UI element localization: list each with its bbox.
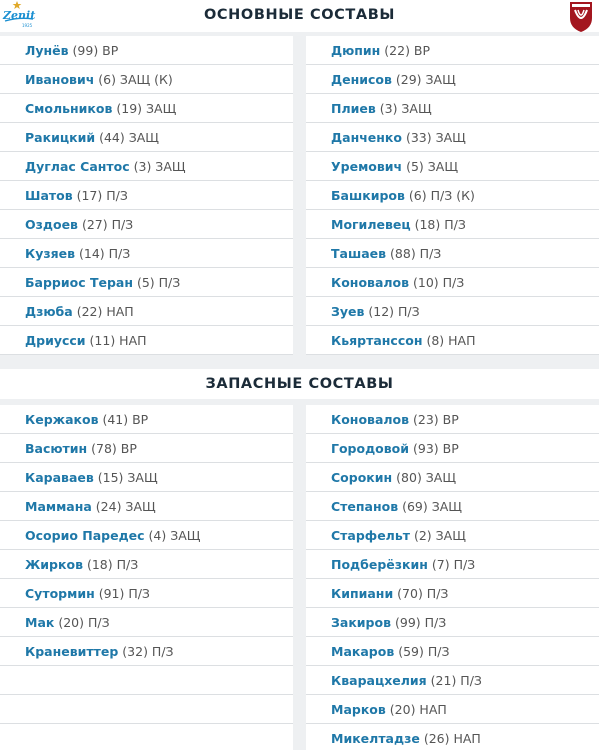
player-name[interactable]: Смольников [25, 101, 113, 116]
player-info: (69) ЗАЩ [398, 499, 462, 514]
player-name[interactable]: Уремович [331, 159, 403, 174]
player-name[interactable]: Коновалов [331, 412, 410, 427]
player-row[interactable] [0, 152, 293, 181]
player-info: (21) П/З [426, 673, 482, 688]
player-info: (44) ЗАЩ [95, 130, 159, 145]
player-name[interactable]: Дюпин [331, 43, 381, 58]
player-info: (91) П/З [94, 586, 150, 601]
player-row[interactable] [0, 579, 293, 608]
player-name[interactable]: Степанов [331, 499, 399, 514]
player-name[interactable]: Жирков [25, 557, 83, 572]
player-row[interactable] [306, 94, 599, 123]
player-info: (23) ВР [409, 412, 459, 427]
player-row[interactable] [306, 521, 599, 550]
player-info: (6) ЗАЩ (К) [94, 72, 173, 87]
player-name[interactable]: Плиев [331, 101, 376, 116]
player-row[interactable] [0, 297, 293, 326]
player-row[interactable] [306, 463, 599, 492]
player-info: (32) П/З [118, 644, 174, 659]
player-row[interactable] [306, 579, 599, 608]
player-row[interactable] [0, 637, 293, 666]
player-row[interactable] [306, 695, 599, 724]
player-name[interactable]: Барриос Теран [25, 275, 133, 290]
player-name[interactable]: Марков [331, 702, 386, 717]
player-row[interactable] [306, 637, 599, 666]
player-row[interactable] [306, 550, 599, 579]
player-info: (18) П/З [83, 557, 139, 572]
player-info: (6) П/З (К) [404, 188, 475, 203]
player-row[interactable] [0, 326, 293, 355]
player-info: (2) ЗАЩ [410, 528, 466, 543]
player-row[interactable] [306, 297, 599, 326]
player-name[interactable]: Караваев [25, 470, 94, 485]
player-name[interactable]: Краневиттер [25, 644, 119, 659]
player-info: (24) ЗАЩ [91, 499, 156, 514]
player-name[interactable]: Башкиров [331, 188, 405, 203]
player-name[interactable]: Васютин [25, 441, 88, 456]
player-name[interactable]: Кержаков [25, 412, 99, 427]
player-row[interactable] [0, 123, 293, 152]
away-subs-list [306, 405, 599, 750]
player-row[interactable] [306, 405, 599, 434]
player-info: (99) П/З [391, 615, 447, 630]
player-info: (29) ЗАЩ [391, 72, 456, 87]
player-info: (17) П/З [72, 188, 128, 203]
svg-text:1925: 1925 [22, 23, 33, 28]
subs-title-bar [0, 369, 599, 399]
player-row[interactable] [306, 434, 599, 463]
main-lineups-title: ОСНОВНЫЕ СОСТАВЫ [204, 7, 395, 23]
player-info: (26) НАП [419, 731, 481, 746]
player-name[interactable]: Могилевец [331, 217, 411, 232]
player-row[interactable] [0, 463, 293, 492]
player-info: (59) П/З [394, 644, 450, 659]
player-row[interactable] [0, 94, 293, 123]
player-info: (7) П/З [427, 557, 476, 572]
player-name[interactable]: Закиров [331, 615, 392, 630]
player-row[interactable] [0, 36, 293, 65]
player-row[interactable] [0, 521, 293, 550]
player-name[interactable]: Ракицкий [25, 130, 96, 145]
player-row[interactable] [306, 492, 599, 521]
player-row[interactable] [306, 36, 599, 65]
player-name[interactable]: Макаров [331, 644, 395, 659]
player-row[interactable] [0, 608, 293, 637]
player-name[interactable]: Шатов [25, 188, 73, 203]
player-info: (18) П/З [410, 217, 466, 232]
player-name[interactable]: Маммана [25, 499, 92, 514]
player-info: (5) ЗАЩ [402, 159, 459, 174]
player-row[interactable] [306, 268, 599, 297]
player-row[interactable] [0, 181, 293, 210]
player-name[interactable]: Данченко [331, 130, 402, 145]
player-name[interactable]: Кьяртанссон [331, 333, 423, 348]
player-info: (22) НАП [72, 304, 134, 319]
empty-row [0, 724, 293, 750]
player-row[interactable] [306, 181, 599, 210]
player-name[interactable]: Коновалов [331, 275, 410, 290]
player-name[interactable]: Зуев [331, 304, 365, 319]
player-name[interactable]: Денисов [331, 72, 392, 87]
player-info: (14) П/З [75, 246, 131, 261]
player-info: (20) НАП [385, 702, 447, 717]
player-row[interactable] [306, 608, 599, 637]
player-row[interactable] [0, 434, 293, 463]
player-info: (99) ВР [68, 43, 119, 58]
player-name[interactable]: Мак [25, 615, 55, 630]
empty-row [0, 666, 293, 695]
player-info: (5) П/З [133, 275, 181, 290]
player-row[interactable] [306, 152, 599, 181]
player-row[interactable] [0, 550, 293, 579]
player-info: (27) П/З [77, 217, 134, 232]
player-info: (93) ВР [409, 441, 459, 456]
player-name[interactable]: Дзюба [25, 304, 73, 319]
player-name[interactable]: Сорокин [331, 470, 393, 485]
player-info: (8) НАП [422, 333, 476, 348]
player-row[interactable] [306, 724, 599, 750]
starters-section [0, 32, 599, 355]
player-info: (15) ЗАЩ [93, 470, 158, 485]
player-info: (12) П/З [364, 304, 420, 319]
player-name[interactable]: Иванович [25, 72, 95, 87]
player-info: (80) ЗАЩ [392, 470, 457, 485]
player-row[interactable] [0, 239, 293, 268]
player-info: (33) ЗАЩ [401, 130, 466, 145]
player-row[interactable] [0, 65, 293, 94]
player-info: (3) ЗАЩ [129, 159, 186, 174]
player-name[interactable]: Лунёв [25, 43, 69, 58]
player-row[interactable] [0, 405, 293, 434]
player-info: (78) ВР [87, 441, 137, 456]
player-name[interactable]: Дриусси [25, 333, 86, 348]
lineups-header [0, 0, 599, 32]
player-info: (22) ВР [380, 43, 431, 58]
player-info: (4) ЗАЩ [144, 528, 201, 543]
player-name[interactable]: Подберёзкин [331, 557, 428, 572]
empty-row [0, 695, 293, 724]
player-info: (10) П/З [409, 275, 465, 290]
player-row[interactable] [306, 239, 599, 268]
home-subs-list [0, 405, 293, 750]
player-row[interactable] [0, 268, 293, 297]
player-name[interactable]: Кипиани [331, 586, 394, 601]
rubin-logo-icon [568, 0, 594, 33]
svg-text:Zenit: Zenit [3, 9, 36, 22]
player-name[interactable]: Старфельт [331, 528, 410, 543]
player-row[interactable] [306, 666, 599, 695]
player-row[interactable] [0, 210, 293, 239]
player-row[interactable] [306, 65, 599, 94]
player-row[interactable] [306, 210, 599, 239]
player-name[interactable]: Кварацхелия [331, 673, 427, 688]
player-name[interactable]: Сутормин [25, 586, 95, 601]
player-name[interactable]: Микелтадзе [331, 731, 420, 746]
player-info: (70) П/З [393, 586, 449, 601]
player-name[interactable]: Дуглас Сантос [25, 159, 130, 174]
player-row[interactable] [306, 123, 599, 152]
player-name[interactable]: Городовой [331, 441, 410, 456]
home-starters-list [0, 36, 293, 355]
player-name[interactable]: Ташаев [331, 246, 387, 261]
player-info: (88) П/З [386, 246, 442, 261]
player-name[interactable]: Оздоев [25, 217, 78, 232]
subs-section [0, 399, 599, 750]
player-info: (20) П/З [54, 615, 110, 630]
player-name[interactable]: Осорио Паредес [25, 528, 145, 543]
player-info: (11) НАП [85, 333, 147, 348]
player-name[interactable]: Кузяев [25, 246, 76, 261]
player-info: (41) ВР [98, 412, 149, 427]
player-info: (3) ЗАЩ [375, 101, 432, 116]
player-info: (19) ЗАЩ [112, 101, 177, 116]
away-starters-list [306, 36, 599, 355]
player-row[interactable] [0, 492, 293, 521]
zenit-logo-icon [2, 0, 36, 28]
subs-lineups-title: ЗАПАСНЫЕ СОСТАВЫ [205, 376, 394, 392]
player-row[interactable] [306, 326, 599, 355]
